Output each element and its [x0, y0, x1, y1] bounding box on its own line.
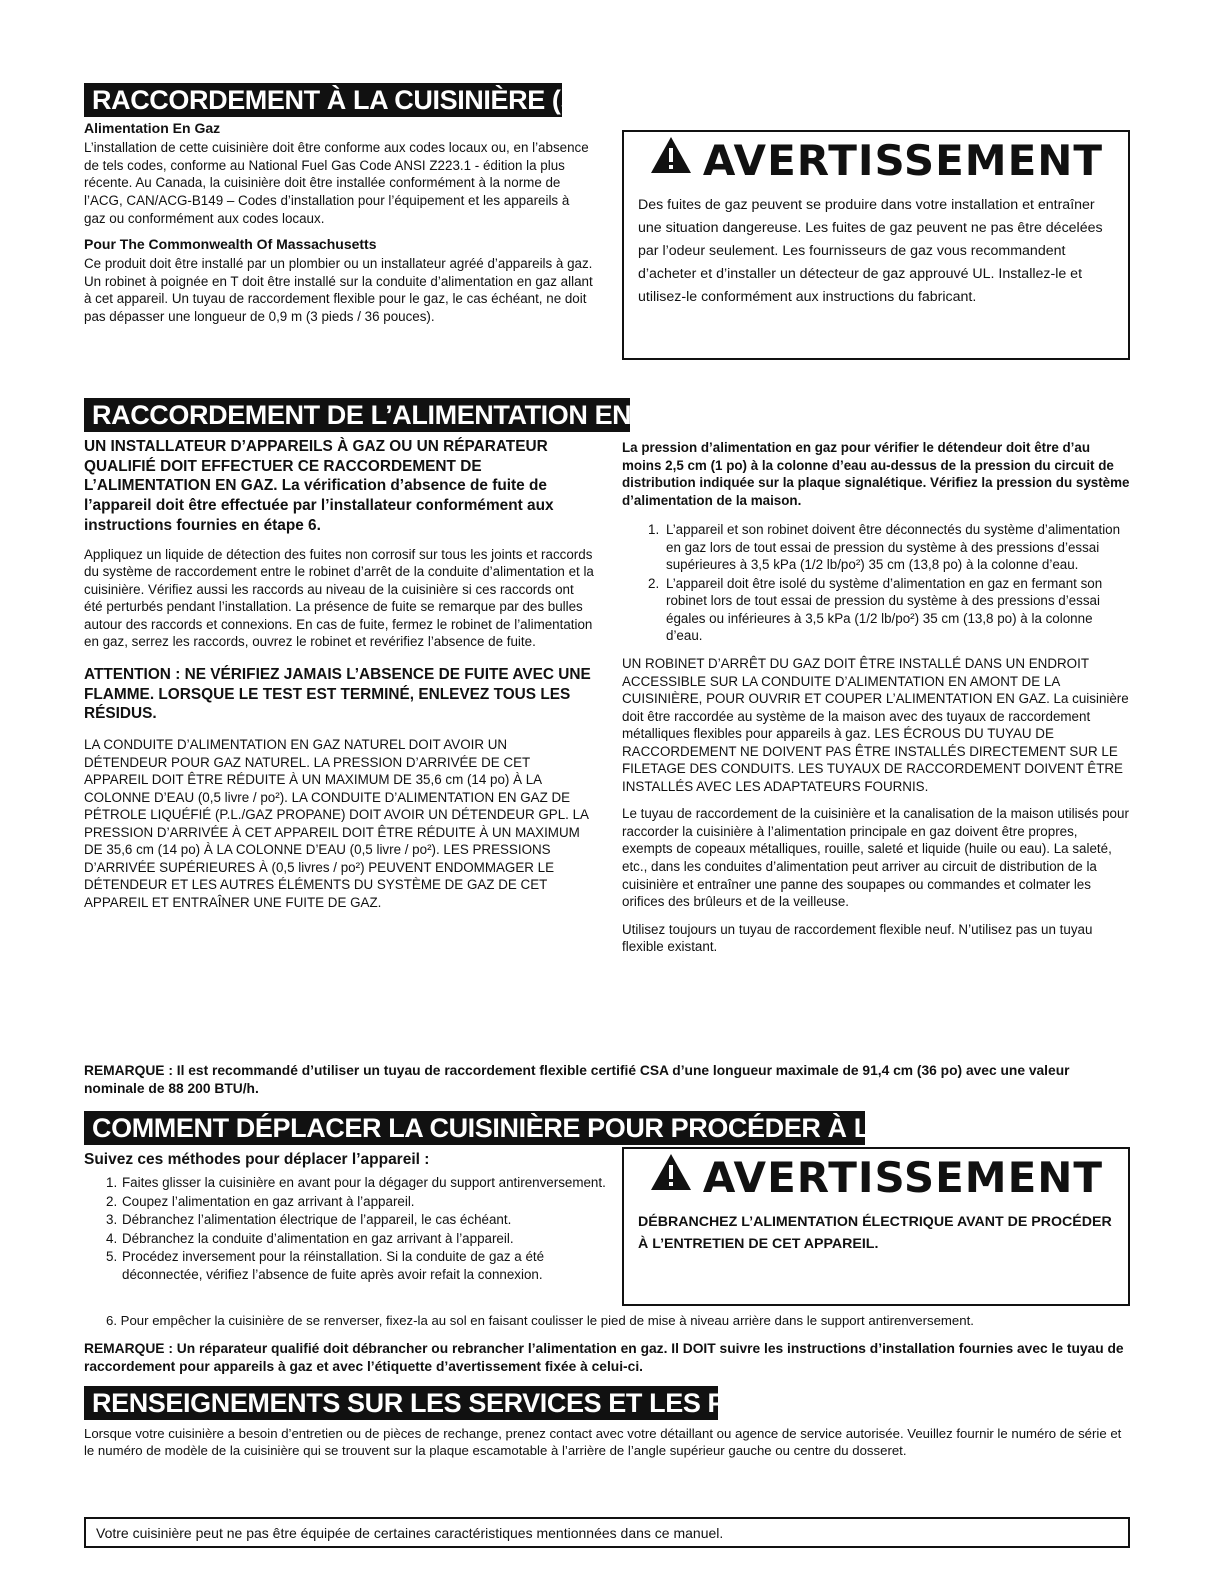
section-title-raccordement-suite: RACCORDEMENT À LA CUISINIÈRE (suite) [84, 83, 562, 117]
warning-header [624, 132, 1128, 190]
warning-title: AVERTISSEMENT [702, 136, 1104, 186]
pressure-check-text: La pression d’alimentation en gaz pour vérifier le détendeur doit être d’au moins 2,5 cm (1 po) à la colonne d’eau au-dessus de la pression du circuit de distribution indiquée sur la plaque signalétique. Vérifiez la pression du système d’alimentation de la maison. [622, 440, 1130, 508]
warning-header [624, 1149, 1128, 1207]
list-item: 1. Faites glisser la cuisinière en avant pour la dégager du support antirenversement. [106, 1175, 606, 1191]
service-parts-text: Lorsque votre cuisinière a besoin d’entretien ou de pièces de rechange, prenez contact avec votre détaillant ou agence de service autorisée. Veuillez fournir le numéro de série et le numéro de modèle de la cuisinière qui se trouvent sur la plaque escamotable à l’arrière de l’angle supérieur gauche ou centre du dosseret. [84, 1426, 1122, 1459]
warning-triangle-icon [649, 133, 693, 188]
gas-supply-text: L’installation de cette cuisinière doit être conforme aux codes locaux ou, en l’absence de tels codes, conforme au National Fuel Gas Code ANSI Z223.1 - édition la plus récente. Au Canada, la cuisinière doit être installée conformément à la norme de l’ACG, CAN/ACG-B149 – Codes d’installation pour l’équipement et les appareils à gaz ou conformément aux codes locaux. [84, 140, 589, 226]
move-range-remark: REMARQUE : Un réparateur qualifié doit débrancher ou rebrancher l’alimentation en gaz. Il DOIT suivre les instructions d’installation fournies avec le tuyau de raccordement pour appareils à gaz et avec l’étiquette d’avertissement fixée à celui-ci. [84, 1341, 1124, 1374]
list-item: 4. Débranchez la conduite d’alimentation en gaz arrivant à l’appareil. [106, 1230, 514, 1246]
gas-connection-right-column [622, 439, 1130, 964]
pressure-test-list [622, 521, 1130, 645]
gas-connection-remark: REMARQUE : Il est recommandé d’utiliser un tuyau de raccordement flexible certifié CSA d’une longueur maximale de 91,4 cm (36 po) avec une valeur nominale de 88 200 BTU/h. [84, 1063, 1070, 1096]
gas-supply-block [84, 119, 594, 334]
qualified-installer-text: UN INSTALLATEUR D’APPAREILS À GAZ OU UN RÉPARATEUR QUALIFIÉ DOIT EFFECTUER CE RACCORDEMENT DE L’ALIMENTATION EN GAZ. La vérification d’absence de fuite de l’appareil doit être effectuée par l’installateur conformément aux instructions fournies en étape 6. [84, 438, 554, 534]
list-item: 1. L’appareil et son robinet doivent être déconnectés du système d’alimentation en gaz lors de tout essai de pression du système à des pressions d’essai supérieures à 3,5 kPa (1/2 lb/po²) 35 cm (13,8 po) à la colonne d’eau. [648, 522, 1121, 573]
list-item: 2. Coupez l’alimentation en gaz arrivant à l’appareil. [106, 1193, 415, 1209]
features-note-box [84, 1517, 1130, 1548]
shutoff-valve-text: UN ROBINET D’ARRÊT DU GAZ DOIT ÊTRE INSTALLÉ DANS UN ENDROIT ACCESSIBLE SUR LA CONDUITE D’ALIMENTATION EN AMONT DE LA CUISINIÈRE, POUR OUVRIR ET COUPER L’ALIMENTATION EN GAZ. La cuisinière doit être raccordée au système de la maison avec des tuyaux de raccordement métalliques flexibles pour appareils à gaz. LES ÉCROUS DU TUYAU DE RACCORDEMENT NE DOIVENT PAS ÊTRE INSTALLÉS DIRECTEMENT SUR LE FILETAGE DES CONDUITS. LES TUYAUX DE RACCORDEMENT DOIVENT ÊTRE INSTALLÉS AVEC LES ADAPTATEURS FOURNIS. [622, 656, 1129, 794]
warning-triangle-icon [649, 1150, 693, 1205]
electrical-warning-box [622, 1147, 1130, 1306]
list-item: 3. Débranchez l’alimentation électrique de l’appareil, le cas échéant. [106, 1212, 512, 1228]
gas-leak-warning-box [622, 130, 1130, 360]
section-title-raccordement-gaz: RACCORDEMENT DE L’ALIMENTATION EN GAZ [84, 398, 630, 432]
gas-connection-left-column [84, 437, 594, 920]
move-range-heading: Suivez ces méthodes pour déplacer l’appareil : [84, 1151, 430, 1168]
gas-supply-heading: Alimentation En Gaz [84, 120, 221, 136]
move-range-steps [84, 1174, 624, 1283]
attention-text: ATTENTION : NE VÉRIFIEZ JAMAIS L’ABSENCE DE FUITE AVEC UNE FLAMME. LORSQUE LE TEST EST TERMINÉ, ENLEVEZ TOUS LES RÉSIDUS. [84, 665, 591, 723]
list-item: 5. Procédez inversement pour la réinstallation. Si la conduite de gaz a été déconnectée, vérifiez l’absence de fuite après avoir refait la connexion. [106, 1249, 545, 1283]
regulator-text: LA CONDUITE D’ALIMENTATION EN GAZ NATUREL DOIT AVOIR UN DÉTENDEUR POUR GAZ NATUREL. LA PRESSION D’ARRIVÉE DE CET APPAREIL DOIT ÊTRE RÉDUITE À UN MAXIMUM DE 35,6 cm (14 po) À LA COLONNE D’EAU (0,5 livre / po²). LA CONDUITE D’ALIMENTATION EN GAZ DE PÉTROLE LIQUÉFIÉ (P.L./GAZ PROPANE) DOIT AVOIR UN DÉTENDEUR GPL. LA PRESSION D’ARRIVÉE À CET APPAREIL DOIT ÊTRE RÉDUITE À UN MAXIMUM DE 35,6 cm (14 po) À LA COLONNE D’EAU (0,5 livre / po²). LES PRESSIONS D’ARRIVÉE SUPÉRIEURES À (0,5 livres / po²) PEUVENT ENDOMMAGER LE DÉTENDEUR ET LES AUTRES ÉLÉMENTS DU SYSTÈME DE GAZ DE CET APPAREIL ET ENTRAÎNER UNE FUITE DE GAZ. [84, 737, 589, 910]
clean-pipe-text: Le tuyau de raccordement de la cuisinière et la canalisation de la maison utilisés pour raccorder la cuisinière à l’alimentation principale en gaz doivent être propres, exempts de copeaux métalliques, rouille, saleté et liquide (huile ou eau). La saleté, etc., dans les conduites d’alimentation peut arriver au circuit de distribution de la cuisinière et entraîner une panne des soupapes ou commandes et colmater les orifices des brûleurs et de la veilleuse. [622, 806, 1129, 910]
electrical-warning-text: DÉBRANCHEZ L’ALIMENTATION ÉLECTRIQUE AVANT DE PROCÉDER À L’ENTRETIEN DE CET APPAREIL. [638, 1214, 1112, 1252]
features-note-text: Votre cuisinière peut ne pas être équipée de certaines caractéristiques mentionnées dans ce manuel. [96, 1525, 724, 1541]
warning-title: AVERTISSEMENT [702, 1153, 1104, 1203]
massachusetts-text: Ce produit doit être installé par un plombier ou un installateur agréé d’appareils à gaz. Un robinet à poignée en T doit être installé sur la conduite d’alimentation en gaz allant à cet appareil. Un tuyau de raccordement flexible pour le gaz, le cas échéant, ne doit pas dépasser une longueur de 0,9 m (3 pieds / 36 pouces). [84, 256, 593, 325]
move-range-block [84, 1150, 624, 1285]
list-item: 2. L’appareil doit être isolé du système d’alimentation en gaz en fermant son robinet lors de tout essai de pression du système à des pressions d’essai égales ou inférieures à 3,5 kPa (1/2 lb/po²) 35 cm (13,8 po) à la colonne d’eau. [648, 575, 1103, 644]
leak-detection-text: Appliquez un liquide de détection des fuites non corrosif sur tous les joints et raccords du système de raccordement entre le robinet d’arrêt de la conduite d’alimentation et la cuisinière. Vérifiez aussi les raccords au niveau de la cuisinière si ces raccords ont été perturbés pendant l’installation. La présence de fuite se remarque par des bulles autour des raccords et connexions. En cas de fuite, fermez le robinet de l’alimentation en gaz, serrez les raccords, ouvrez le robinet et revérifiez l’absence de fuite. [84, 546, 594, 650]
section-title-services-pieces: RENSEIGNEMENTS SUR LES SERVICES ET LES PIÈCES [84, 1386, 718, 1420]
massachusetts-heading: Pour The Commonwealth Of Massachusetts [84, 236, 377, 253]
move-range-step-6: 6. Pour empêcher la cuisinière de se renverser, fixez-la au sol en faisant coulisser le pied de mise à niveau arrière dans le support antirenversement. [106, 1313, 974, 1328]
new-hose-text: Utilisez toujours un tuyau de raccordement flexible neuf. N’utilisez pas un tuyau flexible existant. [622, 921, 1093, 955]
gas-leak-warning-text: Des fuites de gaz peuvent se produire dans votre installation et entraîner une situation dangereuse. Les fuites de gaz peuvent ne pas être décelées par l’odeur seulement. Les fournisseurs de gaz vous recommandent d’acheter et d’installer un détecteur de gaz approuvé UL. Installez-le et utilisez-le conformément aux instructions du fabricant. [638, 197, 1103, 305]
section-title-deplacer-cuisiniere: COMMENT DÉPLACER LA CUISINIÈRE POUR PROCÉDER À L’ENTRETIEN [84, 1111, 865, 1145]
